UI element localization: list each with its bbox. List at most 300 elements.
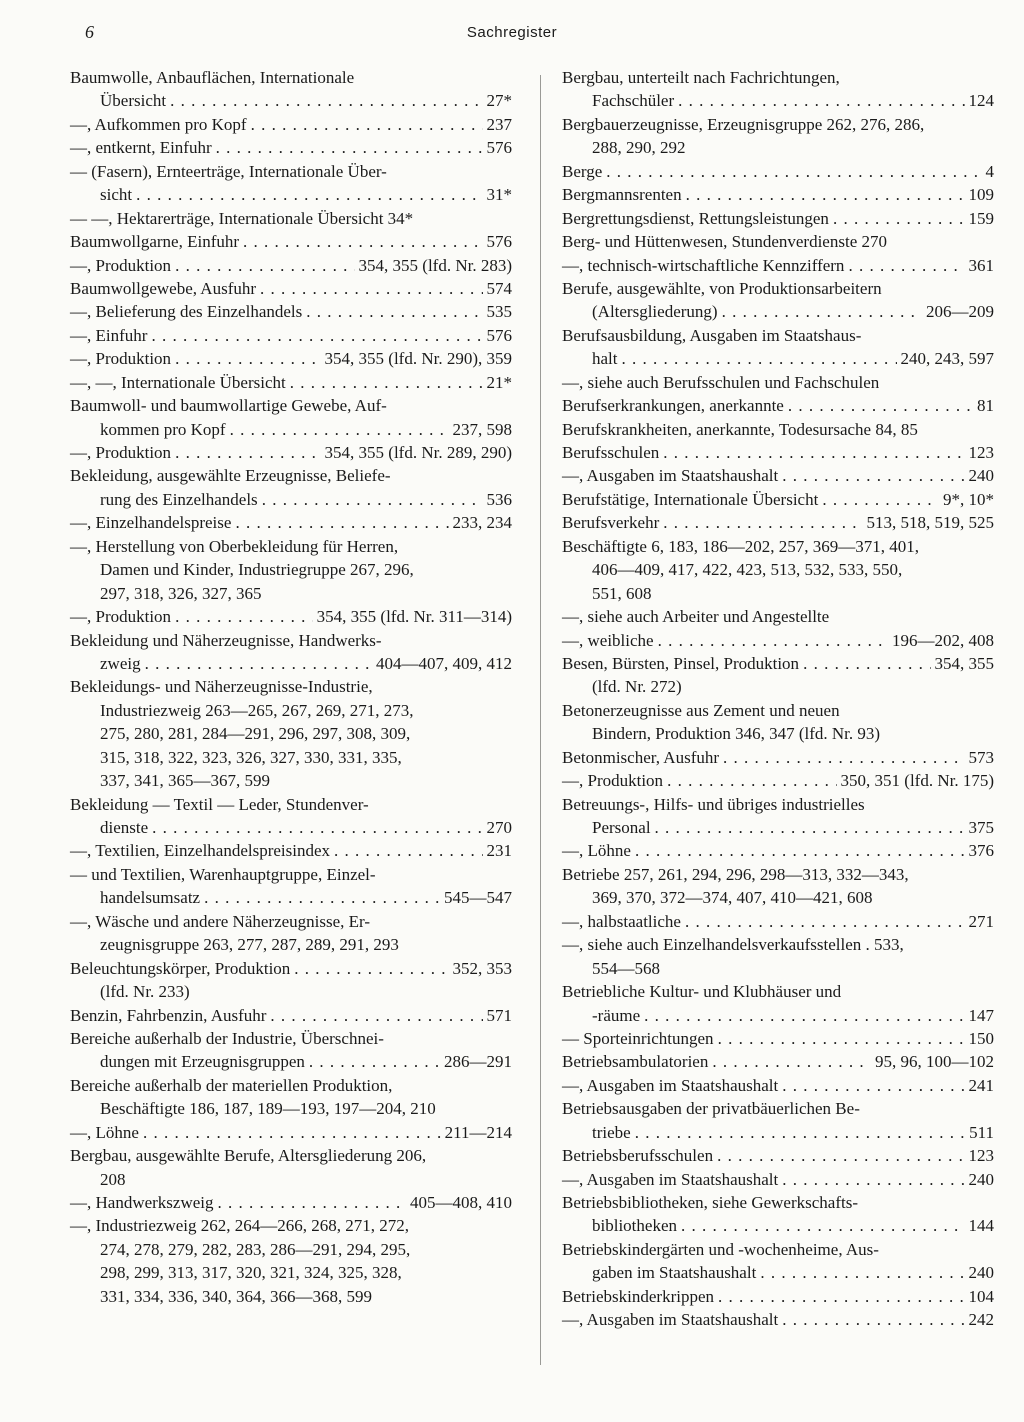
page-number: 6 xyxy=(85,22,94,42)
index-entry-line xyxy=(70,1168,512,1191)
index-term: 331, 334, 336, 340, 364, 366—368, 599 xyxy=(100,1286,372,1306)
page-reference: 513, 518, 519, 525 xyxy=(866,513,994,533)
page-reference: 27* xyxy=(486,91,512,111)
index-entry-line xyxy=(562,418,994,441)
page-reference: 81 xyxy=(977,396,994,416)
dot-leader xyxy=(230,418,449,441)
index-entry-line xyxy=(70,839,512,862)
index-term: —, Belieferung des Einzelhandels xyxy=(70,302,303,322)
page-reference: 9*, 10* xyxy=(943,489,994,509)
index-term: Betriebskindergärten und -wochenheime, Aus- xyxy=(562,1239,879,1259)
index-term: Betriebsbibliotheken, siehe Gewerkschafts- xyxy=(562,1193,858,1212)
dot-leader xyxy=(667,769,836,792)
index-term: —, Produktion xyxy=(70,349,172,369)
index-term: —, Ausgaben im Staatshaushalt xyxy=(562,1310,779,1330)
dot-leader xyxy=(788,394,973,417)
index-entry-line xyxy=(70,511,512,534)
index-term: Bergmannsrenten xyxy=(562,185,682,205)
index-entry-line xyxy=(562,1168,994,1191)
index-entry-line xyxy=(70,488,512,511)
index-entry-line xyxy=(70,957,512,980)
index-entry-line xyxy=(70,254,512,277)
index-term: Berg- und Hüttenwesen, Stundenverdienste 270 xyxy=(562,232,887,252)
dot-leader xyxy=(334,839,482,862)
index-entry-line xyxy=(70,1121,512,1144)
page-reference: 350, 351 (lfd. Nr. 175) xyxy=(840,771,994,791)
index-entry-line xyxy=(562,183,994,206)
index-term: Berufserkrankungen, anerkannte xyxy=(562,396,784,416)
page-reference: 240 xyxy=(968,1169,994,1189)
page-reference: 545—547 xyxy=(444,888,512,908)
index-entry-line xyxy=(562,629,994,652)
index-entry-line xyxy=(70,160,512,183)
page-reference: 233, 234 xyxy=(452,513,512,533)
page-reference: 511 xyxy=(969,1122,994,1142)
dot-leader xyxy=(782,1074,964,1097)
index-entry-line xyxy=(562,1238,994,1261)
index-term: —, Einzelhandelspreise xyxy=(70,513,232,533)
index-entry-line xyxy=(70,183,512,206)
index-term: Betriebsambulatorien xyxy=(562,1052,709,1072)
dot-leader xyxy=(262,488,483,511)
index-term: Bindern, Produktion 346, 347 (lfd. Nr. 93) xyxy=(592,724,881,744)
dot-leader xyxy=(685,910,965,933)
index-entry-line xyxy=(70,1214,512,1237)
page-reference: 123 xyxy=(968,443,994,462)
index-entry-line xyxy=(70,886,512,909)
index-entry-line xyxy=(562,300,994,323)
dot-leader xyxy=(722,300,922,323)
page-reference: 361 xyxy=(968,255,994,275)
page-reference: 21* xyxy=(486,372,512,392)
index-term: Beschäftigte 186, 187, 189—193, 197—204, 210 xyxy=(100,1099,436,1119)
index-entry-line xyxy=(562,816,994,839)
index-entry-line xyxy=(70,793,512,816)
index-entry-line xyxy=(562,464,994,487)
index-term: —, Ausgaben im Staatshaushalt xyxy=(562,1169,779,1189)
index-term: 297, 318, 326, 327, 365 xyxy=(100,583,262,603)
index-term: -räume xyxy=(592,1005,641,1025)
index-entry-line xyxy=(562,1285,994,1308)
index-term: Bergbau, unterteilt nach Fachrichtungen, xyxy=(562,68,840,87)
index-term: Berufskrankheiten, anerkannte, Todesursache 84, 85 xyxy=(562,419,918,439)
index-term: Betonmischer, Ausfuhr xyxy=(562,747,720,767)
index-term: (lfd. Nr. 272) xyxy=(592,677,682,697)
dot-leader xyxy=(644,1004,964,1027)
index-term: 298, 299, 313, 317, 320, 321, 324, 325, 328, xyxy=(100,1263,402,1283)
index-term: Berufsschulen xyxy=(562,443,660,462)
index-entry-line xyxy=(70,394,512,417)
index-entry-line xyxy=(562,839,994,862)
index-term: handelsumsatz xyxy=(100,888,201,908)
page-reference: 354, 355 xyxy=(934,653,994,673)
index-entry-line xyxy=(70,629,512,652)
page-reference: 196—202, 408 xyxy=(892,630,994,650)
page-reference: 536 xyxy=(486,489,512,509)
index-term: —, Handwerkszweig xyxy=(70,1193,214,1212)
page-reference: 352, 353 xyxy=(452,958,512,978)
dot-leader xyxy=(175,347,320,370)
index-term: dienste xyxy=(100,818,149,837)
index-entry-line xyxy=(562,535,994,558)
page-reference: 271 xyxy=(968,911,994,931)
index-term: Bekleidung und Näherzeugnisse, Handwerks- xyxy=(70,630,382,650)
dot-leader xyxy=(306,300,482,323)
dot-leader xyxy=(723,746,964,769)
index-term: — (Fasern), Ernteerträge, Internationale Über- xyxy=(70,161,387,181)
dot-leader xyxy=(152,816,482,839)
index-column-right xyxy=(562,66,994,1332)
page-reference: 354, 355 (lfd. Nr. 283) xyxy=(358,255,512,275)
index-entry-line xyxy=(562,89,994,112)
index-entry-line xyxy=(70,89,512,112)
index-entry-line xyxy=(562,230,994,253)
index-entry-line xyxy=(562,371,994,394)
index-entry-line xyxy=(562,1261,994,1284)
dot-leader xyxy=(243,230,482,253)
index-term: Berufe, ausgewählte, von Produktionsarbeitern xyxy=(562,278,882,298)
page-reference: 535 xyxy=(486,302,512,322)
dot-leader xyxy=(658,629,888,652)
index-entry-line xyxy=(70,324,512,347)
index-term: — und Textilien, Warenhauptgruppe, Einzel- xyxy=(70,864,376,884)
index-term: 208 xyxy=(100,1169,126,1189)
index-entry-line xyxy=(70,1097,512,1120)
index-term: —, weibliche xyxy=(562,630,654,650)
index-term: Bereiche außerhalb der materiellen Produktion, xyxy=(70,1075,393,1095)
page-reference: 573 xyxy=(968,747,994,767)
dot-leader xyxy=(678,89,964,112)
index-entry-line xyxy=(70,675,512,698)
dot-leader xyxy=(235,511,448,534)
dot-leader xyxy=(606,160,981,183)
dot-leader xyxy=(848,254,964,277)
page-reference: 147 xyxy=(968,1005,994,1025)
dot-leader xyxy=(717,1144,964,1167)
index-entry-line xyxy=(562,511,994,534)
dot-leader xyxy=(681,1214,965,1237)
index-entry-line xyxy=(562,957,994,980)
index-term: Beleuchtungskörper, Produktion xyxy=(70,958,291,978)
index-entry-line xyxy=(70,722,512,745)
dot-leader xyxy=(294,957,448,980)
dot-leader xyxy=(270,1004,482,1027)
index-term: —, halbstaatliche xyxy=(562,911,681,931)
page-reference: 123 xyxy=(968,1146,994,1166)
index-entry-line xyxy=(70,113,512,136)
index-entry-line xyxy=(562,933,994,956)
index-entry-line xyxy=(562,1144,994,1167)
page-reference: 574 xyxy=(486,278,512,298)
index-term: zeugnisgruppe 263, 277, 287, 289, 291, 293 xyxy=(100,935,399,955)
page-reference: 375 xyxy=(968,818,994,837)
index-entry-line xyxy=(70,535,512,558)
index-term: —, Produktion xyxy=(70,443,172,462)
index-entry-line xyxy=(562,1191,994,1214)
index-term: Betreuungs-, Hilfs- und übriges industrielles xyxy=(562,794,865,814)
index-entry-line xyxy=(562,746,994,769)
page-reference: 31* xyxy=(486,185,512,205)
dot-leader xyxy=(260,277,482,300)
index-entry-line xyxy=(70,980,512,1003)
index-entry-line xyxy=(562,910,994,933)
index-entry-line xyxy=(562,113,994,136)
page-reference: 231 xyxy=(486,841,512,861)
dot-leader xyxy=(822,488,939,511)
index-entry-line xyxy=(562,207,994,230)
index-term: gaben im Staatshaushalt xyxy=(592,1263,757,1283)
page-reference: 242 xyxy=(968,1310,994,1330)
page-reference: 4 xyxy=(985,161,994,181)
index-entry-line xyxy=(562,254,994,277)
index-column-left xyxy=(70,66,512,1308)
index-entry-line xyxy=(70,66,512,89)
index-entry-line xyxy=(562,136,994,159)
index-entry-line xyxy=(562,769,994,792)
index-term: —, Industriezweig 262, 264—266, 268, 271, 272, xyxy=(70,1216,410,1236)
index-entry-line xyxy=(70,582,512,605)
index-term: halt xyxy=(592,349,618,369)
page-reference: 354, 355 (lfd. Nr. 290), 359 xyxy=(324,349,512,369)
index-entry-line xyxy=(562,1050,994,1073)
index-term: Bekleidung — Textil — Leder, Stundenver- xyxy=(70,794,369,814)
index-term: Bekleidungs- und Näherzeugnisse-Industrie, xyxy=(70,677,373,697)
dot-leader xyxy=(833,207,965,230)
dot-leader xyxy=(170,89,482,112)
index-term: —, technisch-wirtschaftliche Kennziffern xyxy=(562,255,845,275)
index-entry-line xyxy=(562,863,994,886)
page-reference: 240 xyxy=(968,466,994,486)
index-term: kommen pro Kopf xyxy=(100,419,226,439)
dot-leader xyxy=(204,886,440,909)
dot-leader xyxy=(136,183,482,206)
index-term: 274, 278, 279, 282, 283, 286—291, 294, 295, xyxy=(100,1239,411,1259)
index-term: Besen, Bürsten, Pinsel, Produktion xyxy=(562,653,800,673)
page-reference: 237, 598 xyxy=(452,419,512,439)
page-reference: 211—214 xyxy=(444,1122,512,1142)
index-term: —, Herstellung von Oberbekleidung für Herren, xyxy=(70,536,399,556)
index-term: Damen und Kinder, Industriegruppe 267, 296, xyxy=(100,560,414,580)
page-reference: 376 xyxy=(968,841,994,861)
index-term: —, Wäsche und andere Näherzeugnisse, Er- xyxy=(70,911,371,931)
index-entry-line xyxy=(70,933,512,956)
index-entry-line xyxy=(562,699,994,722)
page-reference: 124 xyxy=(968,91,994,111)
index-term: Bereiche außerhalb der Industrie, Überschnei- xyxy=(70,1028,384,1048)
index-entry-line xyxy=(70,347,512,370)
index-term: 315, 318, 322, 323, 326, 327, 330, 331, 335, xyxy=(100,747,402,767)
index-term: Berge xyxy=(562,161,603,181)
page-reference: 405—408, 410 xyxy=(410,1193,512,1212)
index-entry-line xyxy=(562,980,994,1003)
index-term: dungen mit Erzeugnisgruppen xyxy=(100,1052,305,1072)
dot-leader xyxy=(251,113,483,136)
index-entry-line xyxy=(562,1121,994,1144)
index-entry-line xyxy=(70,371,512,394)
index-term: 337, 341, 365—367, 599 xyxy=(100,771,270,791)
index-entry-line xyxy=(70,1285,512,1308)
page-reference: 104 xyxy=(968,1286,994,1306)
index-term: Baumwolle, Anbauflächen, Internationale xyxy=(70,68,355,87)
index-term: —, Produktion xyxy=(70,255,172,275)
index-entry-line xyxy=(562,1027,994,1050)
dot-leader xyxy=(718,1027,965,1050)
index-term: Bergrettungsdienst, Rettungsleistungen xyxy=(562,208,829,228)
index-entry-line xyxy=(70,1074,512,1097)
index-term: —, Löhne xyxy=(70,1122,139,1142)
index-entry-line xyxy=(70,1050,512,1073)
index-term: Betriebe 257, 261, 294, 296, 298—313, 332—343, xyxy=(562,864,909,884)
index-term: — —, Hektarerträge, Internationale Übersicht 34* xyxy=(70,208,414,228)
index-entry-line xyxy=(70,699,512,722)
index-term: bibliotheken xyxy=(592,1216,677,1236)
index-term: 275, 280, 281, 284—291, 296, 297, 308, 309, xyxy=(100,724,411,744)
page-reference: 150 xyxy=(968,1028,994,1048)
index-entry-line xyxy=(70,1004,512,1027)
index-term: (Altersgliederung) xyxy=(592,302,718,322)
index-entry-line xyxy=(562,1074,994,1097)
index-term: 551, 608 xyxy=(592,583,652,603)
index-entry-line xyxy=(562,441,994,464)
page-reference: 404—407, 409, 412 xyxy=(376,653,512,673)
page-reference: 354, 355 (lfd. Nr. 311—314) xyxy=(316,607,512,627)
index-term: —, Produktion xyxy=(562,771,664,791)
index-entry-line xyxy=(562,582,994,605)
index-term: rung des Einzelhandels xyxy=(100,489,258,509)
index-term: sicht xyxy=(100,185,133,205)
index-term: Baumwollgewebe, Ausfuhr xyxy=(70,278,257,298)
page-reference: 576 xyxy=(486,138,512,158)
index-term: —, Textilien, Einzelhandelspreisindex xyxy=(70,841,331,861)
index-entry-line xyxy=(562,394,994,417)
index-term: —, Produktion xyxy=(70,607,172,627)
index-entry-line xyxy=(70,418,512,441)
page-reference: 109 xyxy=(968,185,994,205)
index-term: Industriezweig 263—265, 267, 269, 271, 273, xyxy=(100,700,414,720)
dot-leader xyxy=(218,1191,406,1214)
index-term: —, entkernt, Einfuhr xyxy=(70,138,212,158)
dot-leader xyxy=(718,1285,964,1308)
index-entry-line xyxy=(70,816,512,839)
index-entry-line xyxy=(70,652,512,675)
index-entry-line xyxy=(70,1261,512,1284)
running-head: Sachregister xyxy=(466,24,558,41)
dot-leader xyxy=(290,371,483,394)
page-reference: 144 xyxy=(968,1216,994,1236)
page-reference: 237 xyxy=(486,114,512,134)
index-term: 369, 370, 372—374, 407, 410—421, 608 xyxy=(592,888,873,908)
dot-leader xyxy=(663,441,964,464)
index-term: —, Ausgaben im Staatshaushalt xyxy=(562,1075,779,1095)
index-entry-line xyxy=(70,441,512,464)
index-term: Berufstätige, Internationale Übersicht xyxy=(562,489,819,509)
index-term: Baumwoll- und baumwollartige Gewebe, Auf- xyxy=(70,396,387,416)
index-entry-line xyxy=(562,675,994,698)
index-entry-line xyxy=(562,488,994,511)
index-term: zweig xyxy=(100,653,141,673)
index-term: Benzin, Fahrbenzin, Ausfuhr xyxy=(70,1005,267,1025)
page-reference: 240 xyxy=(968,1263,994,1283)
index-term: —, Löhne xyxy=(562,841,631,861)
index-entry-line xyxy=(562,347,994,370)
index-entry-line xyxy=(70,136,512,159)
page-reference: 206—209 xyxy=(926,302,994,322)
dot-leader xyxy=(686,183,965,206)
page-reference: 240, 243, 597 xyxy=(900,349,994,369)
index-entry-line xyxy=(70,558,512,581)
index-term: —, Einfuhr xyxy=(70,325,148,345)
index-term: —, siehe auch Einzelhandelsverkaufsstellen . 533, xyxy=(562,935,904,955)
index-entry-line xyxy=(562,722,994,745)
index-entry-line xyxy=(562,793,994,816)
page-reference: 354, 355 (lfd. Nr. 289, 290) xyxy=(324,443,512,462)
dot-leader xyxy=(175,441,320,464)
index-entry-line xyxy=(70,910,512,933)
index-term: —, —, Internationale Übersicht xyxy=(70,372,286,392)
index-entry-line xyxy=(562,1214,994,1237)
index-entry-line xyxy=(70,1238,512,1261)
index-entry-line xyxy=(562,277,994,300)
dot-leader xyxy=(803,652,930,675)
dot-leader xyxy=(782,1308,964,1331)
dot-leader xyxy=(216,136,483,159)
index-entry-line xyxy=(562,652,994,675)
index-entry-line xyxy=(70,207,512,230)
index-term: triebe xyxy=(592,1122,631,1142)
column-divider xyxy=(540,75,541,1365)
index-entry-line xyxy=(562,66,994,89)
dot-leader xyxy=(143,1121,441,1144)
index-term: Übersicht xyxy=(100,91,167,111)
index-entry-line xyxy=(70,1144,512,1167)
index-entry-line xyxy=(562,1308,994,1331)
index-entry-line xyxy=(70,300,512,323)
index-entry-line xyxy=(70,746,512,769)
dot-leader xyxy=(712,1050,871,1073)
index-entry-line xyxy=(562,1004,994,1027)
page-reference: 576 xyxy=(486,325,512,345)
index-term: —, Ausgaben im Staatshaushalt xyxy=(562,466,779,486)
dot-leader xyxy=(655,816,965,839)
index-term: —, siehe auch Arbeiter und Angestellte xyxy=(562,607,830,627)
index-term: —, Aufkommen pro Kopf xyxy=(70,114,247,134)
index-entry-line xyxy=(70,277,512,300)
page-reference: 270 xyxy=(486,818,512,837)
index-entry-line xyxy=(70,1191,512,1214)
index-entry-line xyxy=(70,1027,512,1050)
dot-leader xyxy=(175,605,313,628)
index-term: Personal xyxy=(592,818,651,837)
index-term: Baumwollgarne, Einfuhr xyxy=(70,232,240,252)
page-reference: 571 xyxy=(486,1005,512,1025)
index-entry-line xyxy=(562,160,994,183)
index-term: 554—568 xyxy=(592,958,660,978)
index-term: Berufsverkehr xyxy=(562,513,660,533)
index-term: — Sporteinrichtungen xyxy=(562,1028,714,1048)
index-term: 288, 290, 292 xyxy=(592,138,686,158)
dot-leader xyxy=(663,511,862,534)
index-term: —, siehe auch Berufsschulen und Fachschulen xyxy=(562,372,880,392)
index-entry-line xyxy=(562,324,994,347)
index-term: Betriebliche Kultur- und Klubhäuser und xyxy=(562,982,842,1002)
index-term: Betriebsausgaben der privatbäuerlichen Be- xyxy=(562,1099,860,1119)
index-entry-line xyxy=(70,464,512,487)
index-term: 406—409, 417, 422, 423, 513, 532, 533, 550, xyxy=(592,560,903,580)
index-term: Fachschüler xyxy=(592,91,675,111)
index-term: Bergbauerzeugnisse, Erzeugnisgruppe 262, 276, 286, xyxy=(562,114,925,134)
dot-leader xyxy=(145,652,372,675)
page-reference: 159 xyxy=(968,208,994,228)
